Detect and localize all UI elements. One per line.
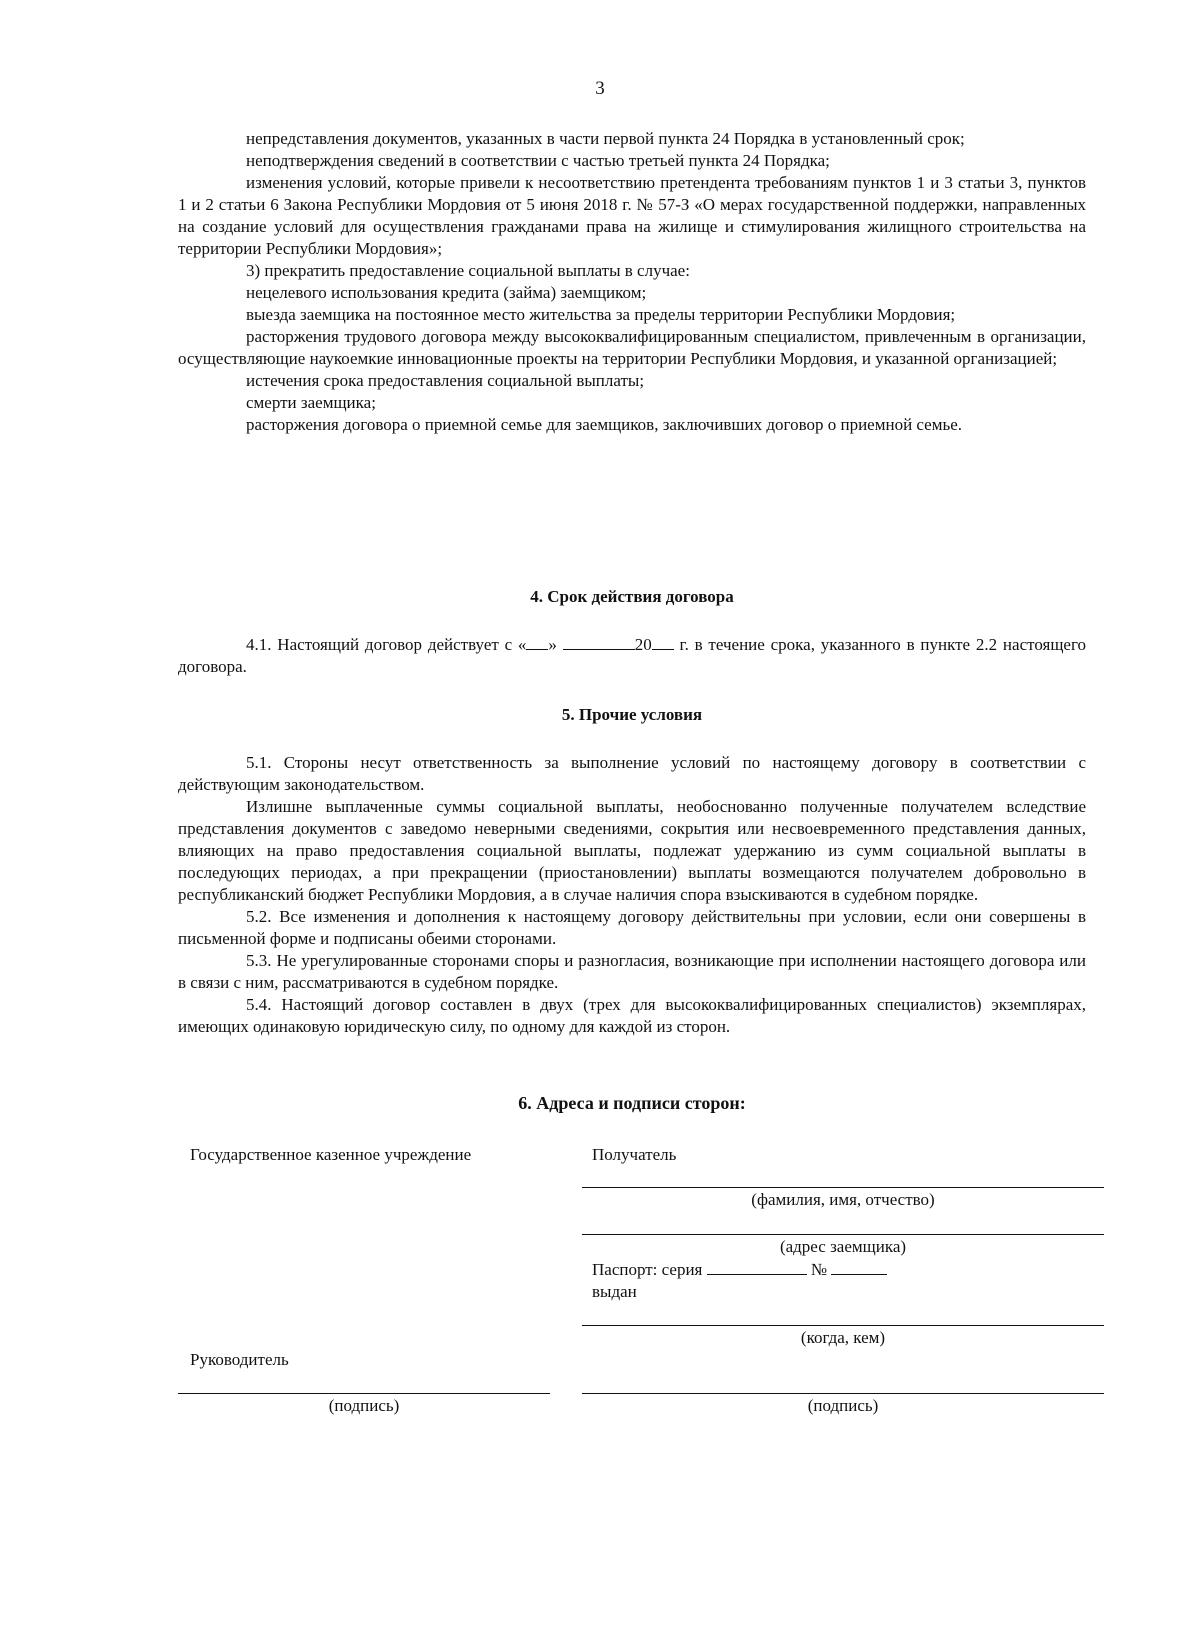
list-item: расторжения договора о приемной семье для заемщиков, заключивших договор о приемной семье. (246, 415, 963, 434)
section-4-heading: 4. Срок действия договора (530, 587, 734, 606)
clause-5-1-overpayment: Излишне выплаченные суммы социальной выплаты, необоснованно полученные получателем вследствие представления документов с заведомо неверными сведениями, сокрытия или несвоевременного представления данных, влияющих на право предоставления социальной выплаты, подлежат удержанию из сумм социальной выплаты в последующих периодах, а при прекращении (приостановлении) выплаты возмещаются получателем добровольно в республиканский бюджет Республики Мордовия, а в случае наличия спора взыскиваются в судебном порядке. (178, 797, 1086, 904)
passport-number-label: № (810, 1260, 828, 1279)
clause-5-4: 5.4. Настоящий договор составлен в двух (трех для высококвалифицированных специалистов) экземплярах, имеющих одинаковую юридическую силу, по одному для каждой из сторон. (178, 995, 1086, 1036)
section-5-text (178, 752, 1086, 1038)
clause-5-3: 5.3. Не урегулированные сторонами споры и разногласия, возникающие при исполнении настоящего договора или в связи с ним, рассматриваются в судебном порядке. (178, 951, 1086, 992)
clause-4-1-mid: » (548, 635, 557, 654)
address-caption: (адрес заемщика) (779, 1237, 907, 1256)
passport-series-blank (707, 1260, 807, 1275)
clause-4-1-year: 20 (634, 635, 652, 654)
director-sign-line (178, 1393, 550, 1394)
section-3-items (178, 128, 1086, 436)
fio-line (582, 1187, 1104, 1188)
list-item: 3) прекратить предоставление социальной выплаты в случае: (246, 261, 690, 280)
month-blank (563, 635, 635, 650)
address-line (582, 1234, 1104, 1235)
fio-caption: (фамилия, имя, отчество) (751, 1190, 935, 1209)
list-item: изменения условий, которые привели к несоответствию претендента требованиям пунктов 1 и 3 статьи 3, пунктов 1 и 2 статьи 6 Закона Республики Мордовия от 5 июня 2018 г. № 57-З «О мерах государственной поддержки, направленных на создание условий для осуществления гражданами права на жилище и стимулирования жилищного строительства на территории Республики Мордовия»; (178, 173, 1086, 258)
section-4-text (178, 634, 1086, 678)
list-item: выезда заемщика на постоянное место жительства за пределы территории Республики Мордовия; (246, 305, 956, 324)
issued-label: выдан (592, 1282, 637, 1301)
clause-4-1 (178, 634, 1086, 678)
left-party: Государственное казенное учреждение (190, 1145, 472, 1164)
clause-4-1-start: 4.1. Настоящий договор действует с « (246, 635, 527, 654)
issued-caption: (когда, кем) (800, 1328, 886, 1347)
recipient-sign-caption: (подпись) (807, 1396, 879, 1415)
list-item: расторжения трудового договора между высококвалифицированным специалистом, привлеченным в организации, осуществляющие наукоемкие инновационные проекты на территории Республики Мордовия, и указанной организацией; (178, 327, 1086, 368)
recipient-sign-line (582, 1393, 1104, 1394)
director-sign-caption: (подпись) (328, 1396, 400, 1415)
issued-line (582, 1325, 1104, 1326)
day-blank (526, 635, 548, 650)
year-blank (652, 635, 674, 650)
list-item: непредставления документов, указанных в части первой пункта 24 Порядка в установленный срок; (246, 129, 965, 148)
section-5-heading: 5. Прочие условия (561, 705, 703, 724)
list-item: смерти заемщика; (246, 393, 376, 412)
section-6-heading: 6. Адреса и подписи сторон: (518, 1093, 746, 1113)
list-item: нецелевого использования кредита (займа) заемщиком; (246, 283, 647, 302)
list-item: неподтверждения сведений в соответствии с частью третьей пункта 24 Порядка; (246, 151, 830, 170)
passport-label: Паспорт: серия (592, 1260, 703, 1279)
list-item: истечения срока предоставления социальной выплаты; (246, 371, 645, 390)
director-label: Руководитель (190, 1350, 289, 1369)
right-party: Получатель (592, 1145, 677, 1164)
passport-number-blank (831, 1260, 887, 1275)
clause-5-2: 5.2. Все изменения и дополнения к настоящему договору действительны при условии, если они совершены в письменной форме и подписаны обеими сторонами. (178, 907, 1086, 948)
page-number: 3 (595, 78, 605, 99)
passport-row (592, 1260, 887, 1280)
clause-5-1: 5.1. Стороны несут ответственность за выполнение условий по настоящему договору в соответствии с действующим законодательством. (178, 753, 1086, 794)
clause-4-1-end: г. в течение срока, указанного в пункте 2.2 настоящего договора. (178, 635, 1087, 676)
